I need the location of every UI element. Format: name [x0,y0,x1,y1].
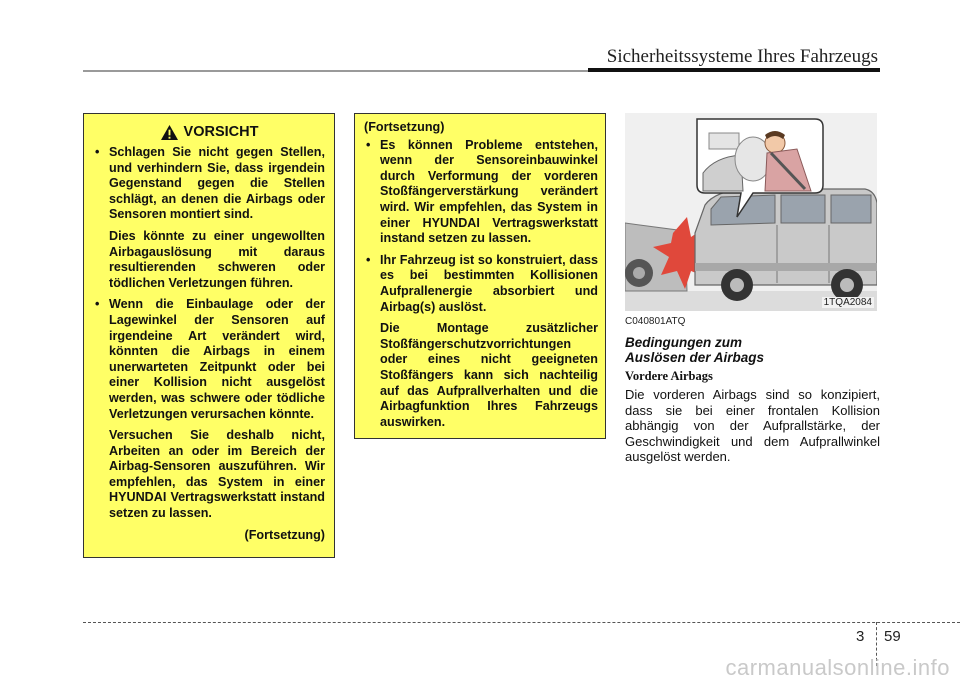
page-number: 59 [884,628,901,645]
caution-heading-text: VORSICHT [183,123,259,140]
caution-followup: Versuchen Sie deshalb nicht, Arbeiten an oder im Bereich der Airbag-Sensoren auszuführen. Wir empfehlen, das System in einer HYUNDAI Vertragswerkstatt instand setzen zu lassen. [109,428,325,521]
collision-illustration-graphic [625,113,877,311]
section-subheading: Vordere Airbags [625,369,713,383]
continuation-bullet: • Ihr Fahrzeug ist so konstruiert, dass es bei bestimmten Kollisionen Aufprallenergie absorbiert und Airbag(s) auslöst. [364,253,598,315]
warning-triangle-icon [160,124,179,141]
header-rule-accent [588,68,880,72]
section-title-line: Auslösen der Airbags [625,350,765,365]
continuation-heading: (Fortsetzung) [364,120,445,134]
section-title [625,335,880,365]
continued-label: (Fortsetzung) [244,527,325,542]
caution-followup: Dies könnte zu einer ungewollten Airbagauslösung mit daraus resultierenden schweren oder tödlichen Verletzungen führen. [109,228,325,290]
caution-bullet: • Wenn die Einbaulage oder der Lagewinkel der Sensoren auf irgendeine Art verändert wird, könnten die Airbags in einem unerwarteten Zeitpunkt oder bei einer Kollision nicht ausgelöst werden, was schwere oder tödliche Verletzungen verursachen könnte. [93,297,325,422]
section-title-line: Bedingungen zum [625,335,742,350]
caution-box [83,113,335,558]
figure-code: 1TQA2084 [823,297,872,308]
continuation-box [354,113,606,439]
airbag-illustration [625,113,877,311]
continuation-followup: Die Montage zusätzlicher Stoßfängerschutzvorrichtungen oder eines nicht geeigneten Stoßfängers kann sich nachteilig auf das Aufprallverhalten und die Airbagfunktion Ihres Fahrzeugs auswirken. [380,321,598,429]
caution-heading [93,124,325,141]
section-body: Die vorderen Airbags sind so konzipiert, dass sie bei einer frontalen Kollision abhängig von der Aufprallstärke, der Geschwindigkeit und dem Aufprallwinkel ausgelöst werden. [625,387,880,465]
chapter-number: 3 [856,628,865,645]
section-code: C040801ATQ [625,316,686,327]
caution-bullet: • Schlagen Sie nicht gegen Stellen, und verhindern Sie, dass irgendein Gegenstand gegen die Stellen schlägt, an denen die Airbags oder Sensoren montiert sind. [93,145,325,223]
page-header-title: Sicherheitssysteme Ihres Fahrzeugs [606,46,878,67]
airbag-section [625,316,880,465]
footer-rule [83,622,960,623]
continuation-bullet: • Es können Probleme entstehen, wenn der Sensoreinbauwinkel durch Verformung der vorderen Stoßfängerverstärkung verändert wird. Wir empfehlen, das System in einer HYUNDAI Vertragswerkstatt instand setzen zu lassen. [364,138,598,247]
watermark: carmanualsonline.info [725,655,950,680]
